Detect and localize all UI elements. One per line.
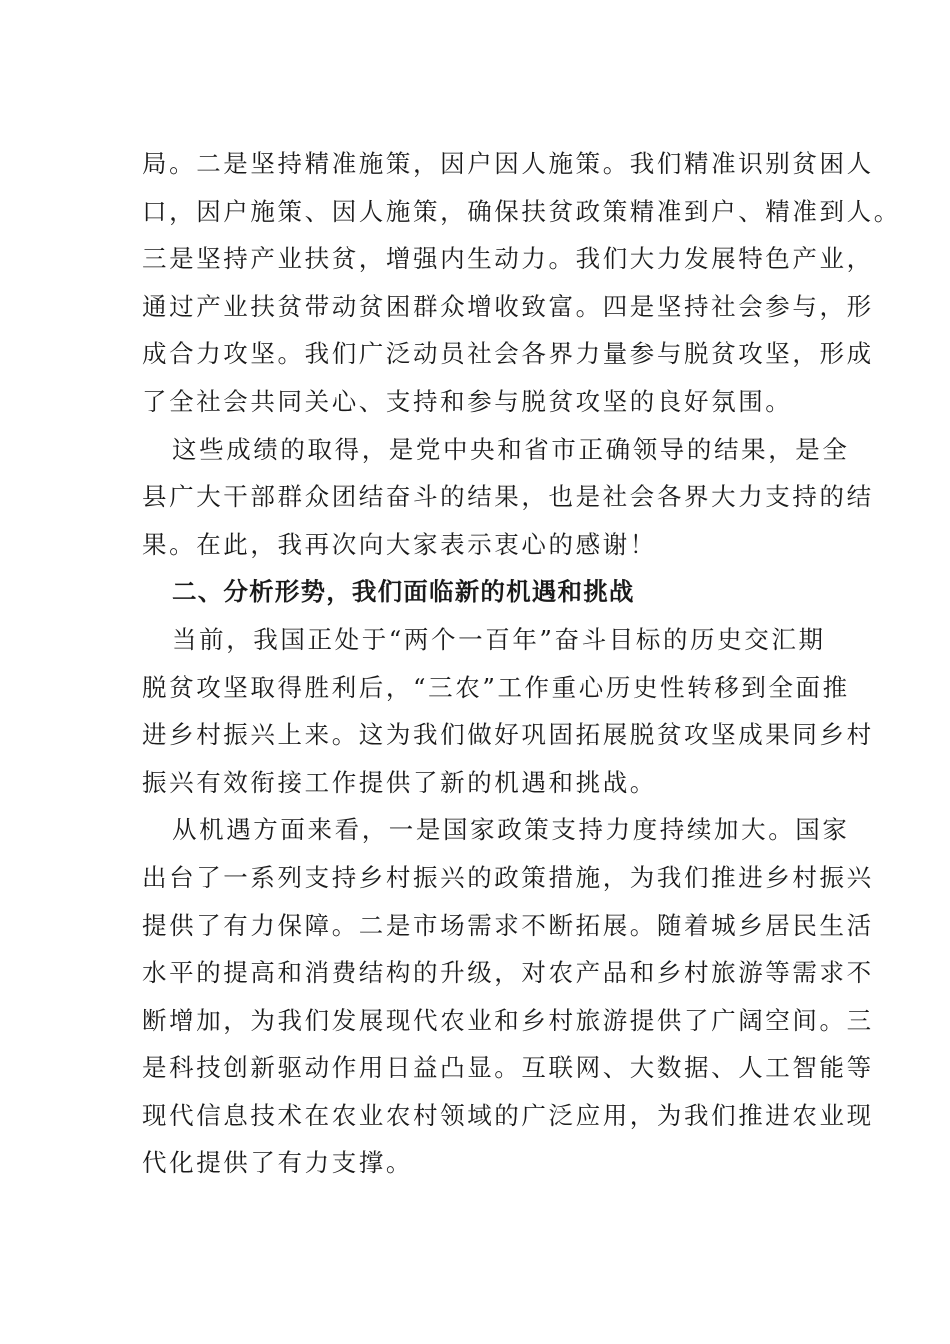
text-line: 了全社会共同关心、支持和参与脱贫攻坚的良好氛围。 [142,386,793,416]
text-line: 代化提供了有力支撑。 [142,1148,413,1178]
text-line: 果。在此，我再次向大家表示衷心的感谢！ [142,529,657,559]
text-line: 出台了一系列支持乡村振兴的政策措施，为我们推进乡村振兴 [142,862,874,892]
text-line: 振兴有效衔接工作提供了新的机遇和挑战。 [142,767,657,797]
paragraph-start-line: 从机遇方面来看，一是国家政策支持力度持续加大。国家 [172,815,850,845]
text-line: 是科技创新驱动作用日益凸显。互联网、大数据、人工智能等 [142,1053,874,1083]
text-line: 三是坚持产业扶贫，增强内生动力。我们大力发展特色产业， [142,244,874,274]
text-line: 口，因户施策、因人施策，确保扶贫政策精准到户、精准到人。 [142,196,901,226]
paragraph-start-line: 这些成绩的取得，是党中央和省市正确领导的结果，是全 [172,434,850,464]
paragraph-start-line: 当前，我国正处于“两个一百年”奋斗目标的历史交汇期 [172,624,826,654]
text-line: 断增加，为我们发展现代农业和乡村旅游提供了广阔空间。三 [142,1005,874,1035]
text-line: 脱贫攻坚取得胜利后，“三农”工作重心历史性转移到全面推 [142,672,850,702]
document-body [142,140,901,1187]
text-line: 局。二是坚持精准施策，因户因人施策。我们精准识别贫困人 [142,149,874,178]
section-heading: 二、分析形势，我们面临新的机遇和挑战 [172,577,635,607]
text-line: 成合力攻坚。我们广泛动员社会各界力量参与脱贫攻坚，形成 [142,339,874,369]
text-line: 水平的提高和消费结构的升级，对农产品和乡村旅游等需求不 [142,958,874,988]
text-line: 提供了有力保障。二是市场需求不断拓展。随着城乡居民生活 [142,910,874,940]
text-line: 县广大干部群众团结奋斗的结果，也是社会各界大力支持的结 [142,482,874,512]
text-line: 进乡村振兴上来。这为我们做好巩固拓展脱贫攻坚成果同乡村 [142,720,874,750]
text-line: 现代信息技术在农业农村领域的广泛应用，为我们推进农业现 [142,1100,874,1130]
text-line: 通过产业扶贫带动贫困群众增收致富。四是坚持社会参与，形 [142,291,874,321]
